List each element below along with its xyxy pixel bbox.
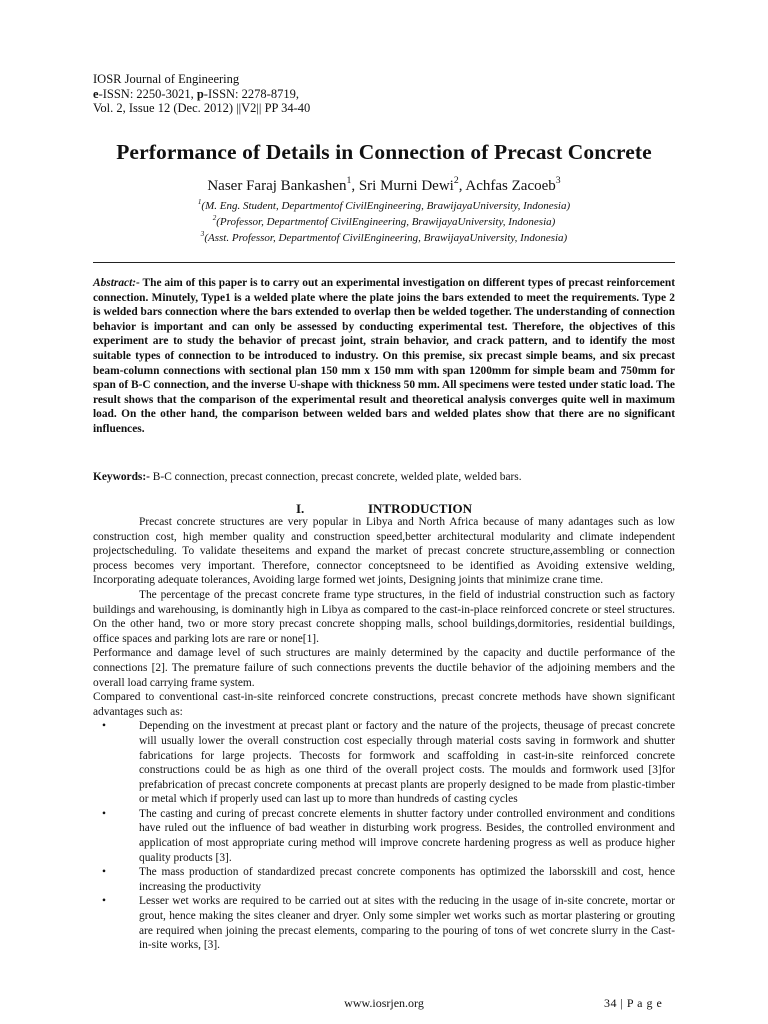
section-number: I.	[295, 501, 305, 516]
affiliations	[0, 198, 768, 246]
page-number: 34 | P a g e	[604, 996, 663, 1010]
affiliation: $^3$(Asst. Professor, Departmentof CivilEngineering, BrawijayaUniversity, Indonesia)	[200, 229, 568, 244]
bullet-icon: •	[102, 866, 106, 879]
bullet-icon: •	[102, 807, 106, 820]
paragraph: Performance and damage level of such structures are mainly determined by the capacity and ductile performance of the connections [2]. The premature failure of such connections prevents the ductile behavior of the adjoining members and the overall load carrying frame system.	[93, 647, 675, 689]
paragraph: Precast concrete structures are very popular in Libya and North Africa because of many adantages such as low construction cost, high member quality and construction speed,better architectural modularity and climate independent projectscheduling. To validate theseitems and expand the market of precast concrete structure,assembling or connection process becomes very important. Therefore, connector conceptsneed to be identified as Avoiding extensive welding, Incorporating adequate tolerances, Avoiding large formed wet joints, Designing joints that minimize crane time.	[93, 516, 675, 587]
advantages-list	[93, 719, 675, 953]
list-item: • Lesser wet works are required to be carried out at sites with the reducing in the usage of in-site concrete, mortar or grout, hence making the sites cleaner and dryer. Only some simpler wet works such as mortar plastering or grouting are required when joining the precast elements, comparing to the pouring of tons of wet concrete slurry in the Cast-in-site works, [3].	[102, 895, 675, 952]
keywords-label: Keywords:-	[93, 471, 150, 483]
abstract-text: The aim of this paper is to carry out an experimental investigation on different types of precast reinforcement connection. Minutely, Type1 is a welded plate where the plate joins the bars extended to meet the requirements. Type 2 is welded bars connection where the bars extended to overlap then be welded together. The understanding of connection behavior is important and can only be assessed by conducting experimental test. Therefore, the objectives of this experiment are to study the behavior of precast joint, strain behavior, and crack pattern, and to identify the most suitable types of connection to be introduced to industry. On this premise, six precast simple beams, and six precast beam-column connections with sectional plan 150 mm x 150 mm with span 1200mm for simple beam and 750mm for span of B-C connection, and the inverse U-shape with thickness 50 mm. All specimens were tested under static load. The result shows that the comparison of the experimental result and theoretical analysis converges quite well in maximum load. On the other hand, the comparison between welded bars and welded plates show that there are no significant influences.	[93, 277, 675, 435]
author-name: Naser Faraj Bankashen	[207, 178, 347, 194]
header-divider	[93, 262, 675, 263]
journal-name: IOSR Journal of Engineering	[93, 72, 240, 86]
keywords	[93, 471, 675, 483]
abstract-label: Abstract:-	[93, 277, 140, 289]
affiliation: $^2$(Professor, Departmentof CivilEngineering, BrawijayaUniversity, Indonesia)	[212, 213, 556, 228]
list-item: • The mass production of standardized precast concrete components has optimized the laborsskill and cost, hence increasing the productivity	[102, 866, 675, 893]
paragraph: Compared to conventional cast-in-site reinforced concrete constructions, precast concrete methods have shown significant advantages such as:	[93, 691, 675, 718]
affiliation: $^1$(M. Eng. Student, Departmentof CivilEngineering, BrawijayaUniversity, Indonesia)	[197, 197, 571, 212]
journal-issn: e-ISSN: 2250-3021, p-ISSN: 2278-8719,	[93, 86, 299, 101]
section-title: INTRODUCTION	[367, 501, 472, 516]
author-name: Achfas Zacoeb	[465, 178, 556, 194]
author-list: Naser Faraj Bankashen$^1$, Sri Murni Dewi$^2$, Achfas Zacoeb$^3$	[207, 175, 561, 194]
bullet-icon: •	[102, 720, 106, 733]
keywords-text: B-C connection, precast connection, precast concrete, welded plate, welded bars.	[149, 471, 522, 483]
abstract	[93, 276, 675, 437]
paper-title: Performance of Details in Connection of Precast Concrete	[116, 140, 652, 164]
journal-header	[93, 72, 310, 116]
introduction-body	[93, 515, 675, 953]
list-item: • The casting and curing of precast concrete elements in shutter factory under controlled environment and conditions have ruled out the influence of bad weather in disturbing work progress. Besides, the controlled environment and application of most appropriate curing method will improve concrete hardening progress as well as produce higher quality products [3].	[102, 807, 675, 864]
list-item: • Depending on the investment at precast plant or factory and the nature of the projects, theusage of precast concrete will usually lower the overall construction cost especially through material costs saving in formwork and shutter fabrications for large projects. Thecosts for formwork and scaffolding in cast-in-site reinforced concrete constructions could be as high as one third of the overall project costs. The moulds and formwork used [3]for prefabrication of precast concrete components at precast plants are properly designed to be made from plastic-timber or metal which if properly used can last up to more than hundreds of casting cycles	[102, 720, 675, 806]
author-name: Sri Murni Dewi	[358, 178, 454, 194]
journal-volume: Vol. 2, Issue 12 (Dec. 2012) ||V2|| PP 34-40	[93, 101, 311, 115]
paragraph: The percentage of the precast concrete frame type structures, in the field of industrial construction such as factory buildings and warehousing, is dominantly high in Libya as compared to the cast-in-place reinforced concrete or steel structures. On the other hand, two or more story precast concrete shopping malls, school buildings,dormitories, residential buildings, office spaces and parking lots are rare or none[1].	[93, 588, 675, 645]
footer-url[interactable]: www.iosrjen.org	[344, 996, 424, 1010]
bullet-icon: •	[102, 895, 106, 908]
